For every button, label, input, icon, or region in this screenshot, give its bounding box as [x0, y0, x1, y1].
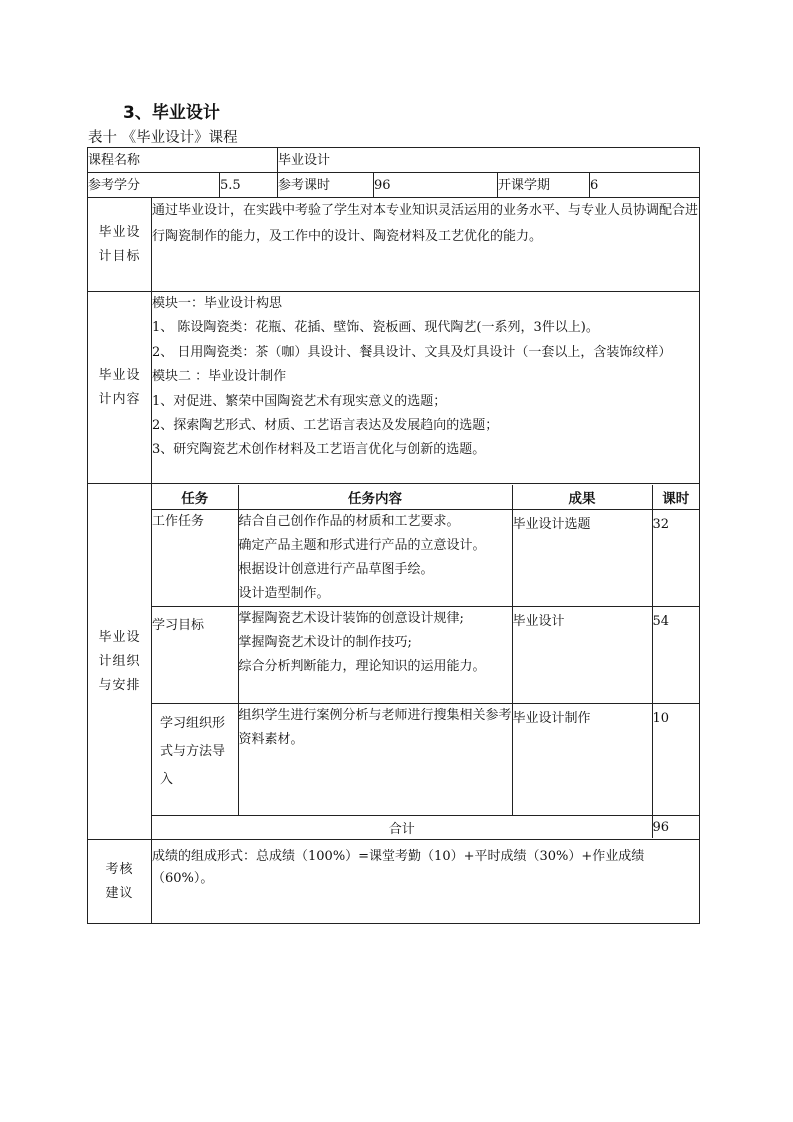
- goal-text: 通过毕业设计，在实践中考验了学生对本专业知识灵活运用的业务水平、与专业人员协调配合进行陶瓷制作的能力，及工作中的设计、陶瓷材料及工艺优化的能力。: [152, 198, 700, 292]
- content-line: 3、研究陶瓷艺术创作材料及工艺语言优化与创新的选题。: [152, 442, 486, 458]
- table-caption: 表十 《毕业设计》课程: [88, 130, 238, 146]
- organization-label: 毕业设 计组织 与安排: [88, 484, 152, 840]
- header-content: 任务内容: [238, 485, 512, 510]
- course-name-value: 毕业设计: [278, 148, 700, 173]
- credits-value: 5.5: [220, 173, 278, 198]
- hours-cell: 54: [652, 607, 699, 704]
- task-cell: 学习目标: [152, 607, 238, 704]
- assessment-label: 考核 建议: [88, 840, 152, 924]
- header-hours: 课时: [652, 485, 699, 510]
- content-label: 毕业设 计内容: [88, 292, 152, 484]
- task-content-cell: 掌握陶瓷艺术设计装饰的创意设计规律; 掌握陶瓷艺术设计的制作技巧; 综合分析判断能力，理论知识的运用能力。: [238, 607, 512, 704]
- section-heading: 3、毕业设计: [123, 103, 220, 123]
- content-line: 模块一：毕业设计构思: [152, 296, 283, 311]
- header-result: 成果: [512, 485, 652, 510]
- content-line: 2、 日用陶瓷类：茶（咖）具设计、餐具设计、文具及灯具设计（一套以上，含装饰纹样）: [152, 344, 672, 360]
- content-text: [152, 292, 700, 484]
- credits-label: 参考学分: [88, 173, 220, 198]
- hours-value: 96: [374, 173, 498, 198]
- course-table: [87, 147, 700, 924]
- total-label: 合计: [152, 816, 652, 839]
- semester-label: 开课学期: [498, 173, 590, 198]
- organization-cell: [152, 484, 700, 840]
- hours-cell: 10: [652, 704, 699, 816]
- result-cell: 毕业设计: [512, 607, 652, 704]
- course-name-label: 课程名称: [88, 148, 278, 173]
- content-line: 1、 陈设陶瓷类：花瓶、花插、壁饰、瓷板画、现代陶艺(一系列，3件以上)。: [152, 320, 599, 336]
- result-cell: 毕业设计选题: [512, 510, 652, 607]
- content-line: 模块二 ：毕业设计制作: [152, 369, 287, 385]
- task-cell: 学习组织形式与方法导入: [152, 704, 238, 816]
- header-task: 任务: [152, 485, 238, 510]
- task-content-cell: 组织学生进行案例分析与老师进行搜集相关参考资料素材。: [238, 704, 512, 816]
- result-cell: 毕业设计制作: [512, 704, 652, 816]
- hours-cell: 32: [652, 510, 699, 607]
- total-hours: 96: [652, 816, 699, 839]
- task-cell: 工作任务: [152, 510, 238, 607]
- task-content-cell: 结合自己创作作品的材质和工艺要求。 确定产品主题和形式进行产品的立意设计。 根据设计创意进行产品草图手绘。 设计造型制作。: [238, 510, 512, 607]
- semester-value: 6: [590, 173, 700, 198]
- assessment-text: 成绩的组成形式：总成绩（100%）=课堂考勤（10）+平时成绩（30%）+作业成绩（60%）。: [152, 840, 700, 924]
- content-line: 2、探索陶艺形式、材质、工艺语言表达及发展趋向的选题；: [152, 418, 499, 434]
- organization-table: [152, 485, 699, 838]
- content-line: 1、对促进、繁荣中国陶瓷艺术有现实意义的选题；: [152, 393, 447, 409]
- goal-label: 毕业设 计目标: [88, 198, 152, 292]
- hours-label: 参考课时: [278, 173, 374, 198]
